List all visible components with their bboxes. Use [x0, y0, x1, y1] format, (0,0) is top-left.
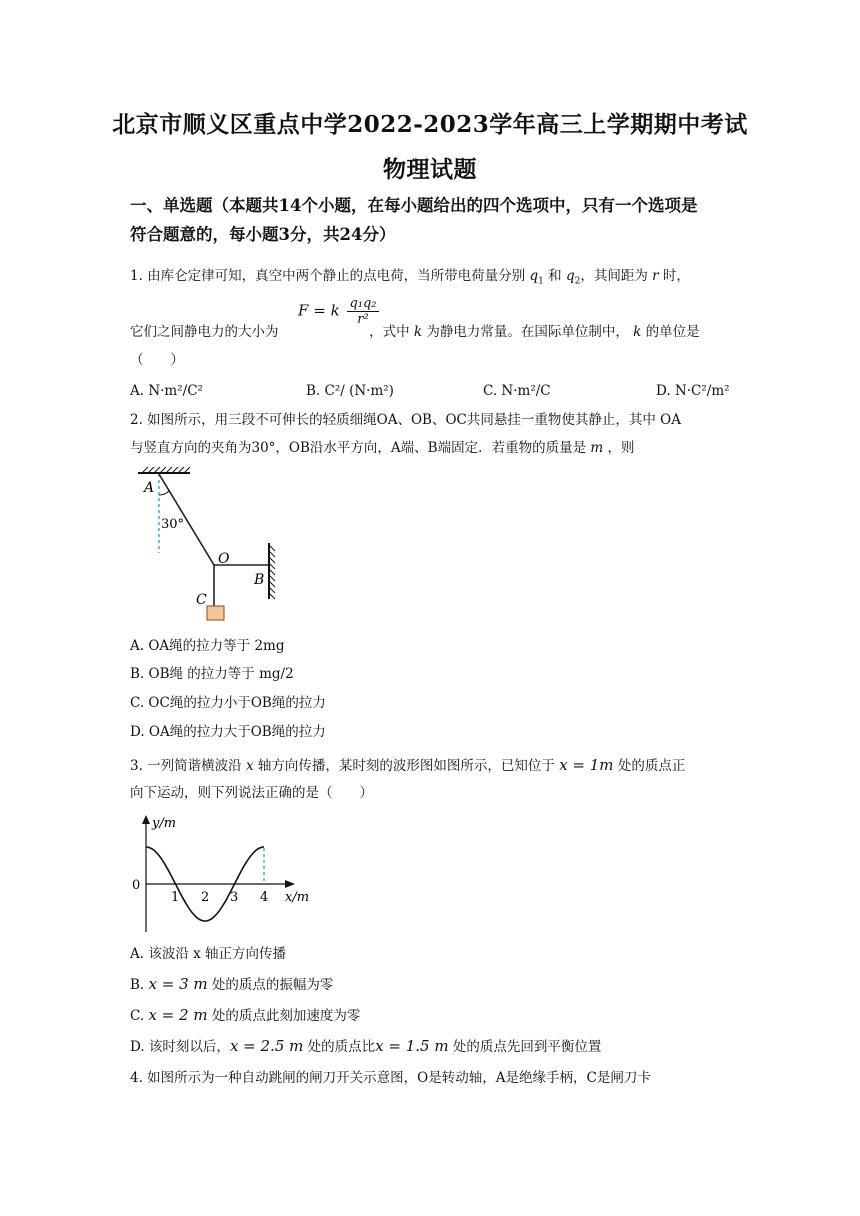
- q1-symbol-k2: k: [633, 324, 642, 340]
- q1-sub-1: 1: [538, 276, 544, 287]
- label-point-a: A: [144, 480, 155, 496]
- q3-text-a: 3. 一列简谐横波沿: [130, 758, 242, 774]
- origin-label: 0: [132, 878, 141, 893]
- q1-symbol-q2: q: [565, 268, 575, 284]
- q3-option-b-equation: x = 3 m: [148, 975, 208, 993]
- q2-option-a: A. OA绳的拉力等于 2mg: [130, 638, 285, 654]
- q1-option-c: C. N·m²/C: [483, 383, 551, 399]
- q3-line2: 向下运动，则下列说法正确的是（ ）: [130, 785, 373, 801]
- q3-option-d-middle: 处的质点比: [303, 1039, 376, 1055]
- q3-option-c-prefix: C.: [130, 1008, 149, 1024]
- q3-text-c: 处的质点正: [617, 758, 686, 774]
- q2-option-d: D. OA绳的拉力大于OB绳的拉力: [130, 724, 326, 740]
- formula-k: k: [330, 301, 340, 320]
- q1-text-a: 1. 由库仑定律可知，真空中两个静止的点电荷，当所带电荷量分别: [130, 268, 526, 284]
- label-point-c: C: [196, 592, 207, 608]
- formula-denominator: r²: [357, 312, 369, 327]
- q2-text-l2a: 与竖直方向的夹角为30°，OB沿水平方向，A端、B端固定．若重物的质量是: [130, 440, 587, 456]
- tick-label-4: 4: [260, 890, 269, 905]
- q1-option-b: B. C²/ (N·m²): [306, 383, 394, 399]
- q3-option-d: [130, 1036, 601, 1057]
- q1-text-l2b: ，式中: [369, 324, 410, 340]
- q3-option-d-prefix: D. 该时刻以后，: [130, 1039, 230, 1055]
- exam-title-line2: 物理试题: [383, 156, 477, 183]
- q1-line3: （ ）: [130, 352, 184, 368]
- q1-text-l2c: 为静电力常量。在国际单位制中，: [426, 324, 629, 340]
- q1-symbol-k: k: [413, 324, 423, 340]
- q2-rope-figure: [130, 465, 290, 635]
- q3-symbol-x: x: [245, 758, 254, 774]
- q3-line1: [130, 755, 685, 776]
- y-axis-arrow: [142, 815, 150, 824]
- section-heading-line2: 符合题意的，每小题3分，共24分）: [130, 225, 396, 244]
- q2-symbol-m: m: [590, 440, 604, 456]
- exam-title-line1: 北京市顺义区重点中学2022-2023学年高三上学期期中考试: [112, 111, 748, 138]
- section-heading: [130, 193, 740, 247]
- q3-text-b: 轴方向传播，某时刻的波形图如图所示，已知位于: [257, 758, 555, 774]
- q3-equation-x1: x = 1m: [559, 756, 614, 774]
- q3-wave-figure: [130, 812, 315, 937]
- q1-text-l2a: 它们之间静电力的大小为: [130, 324, 279, 340]
- q3-option-b: [130, 974, 333, 995]
- label-point-o: O: [218, 551, 230, 567]
- formula-numerator: q₁q₂: [349, 296, 377, 311]
- angle-arc: [159, 491, 169, 495]
- q1-line1: [130, 266, 690, 286]
- q1-option-d: D. N·C²/m²: [656, 383, 730, 399]
- tick-label-1: 1: [171, 890, 180, 905]
- q1-text-and: 和: [548, 268, 562, 284]
- q3-option-d-equation1: x = 2.5 m: [229, 1037, 304, 1055]
- formula-equals: =: [313, 301, 326, 320]
- q3-option-c-text: 处的质点此刻加速度为零: [207, 1008, 361, 1024]
- label-angle-30: 30°: [161, 517, 185, 532]
- q1-text-c: 时，: [662, 268, 690, 284]
- q1-symbol-r: r: [652, 268, 659, 284]
- q4-line1: 4. 如图所示为一种自动跳闸的闸刀开关示意图，O是转动轴，A是绝缘手柄，C是闸刀卡: [130, 1070, 651, 1086]
- q1-option-a: A. N·m²/C²: [130, 383, 203, 399]
- label-point-b: B: [254, 572, 265, 588]
- tick-label-2: 2: [201, 890, 210, 905]
- q3-option-c-equation: x = 2 m: [148, 1006, 208, 1024]
- q1-text-b: ，其间距为: [580, 268, 648, 284]
- q2-option-c: C. OC绳的拉力小于OB绳的拉力: [130, 695, 326, 711]
- q3-option-b-prefix: B.: [130, 977, 149, 993]
- q1-sub-2: 2: [574, 276, 581, 287]
- y-axis-label: y/m: [152, 816, 177, 831]
- q2-text-l2b: ，则: [607, 440, 635, 456]
- q2-line2: [130, 438, 635, 458]
- q3-option-a: A. 该波沿 x 轴正方向传播: [130, 946, 287, 962]
- hanging-weight: [207, 606, 224, 620]
- q3-option-c: [130, 1005, 360, 1026]
- q2-line1: 2. 如图所示，用三段不可伸长的轻质细绳OA、OB、OC共同悬挂一重物使其静止，其中 OA: [130, 412, 681, 428]
- x-axis-label: x/m: [285, 890, 310, 905]
- formula-F: F: [298, 301, 309, 320]
- q1-symbol-q1: q: [529, 268, 539, 284]
- x-axis-arrow: [285, 880, 295, 888]
- q2-option-b: B. OB绳 的拉力等于 mg/2: [130, 666, 294, 682]
- q1-text-l2d: 的单位是: [645, 324, 700, 340]
- section-heading-line1: 一、单选题（本题共14个小题，在每小题给出的四个选项中，只有一个选项是: [130, 196, 698, 215]
- q3-option-b-text: 处的质点的振幅为零: [207, 977, 334, 993]
- q3-option-d-text: 处的质点先回到平衡位置: [448, 1039, 602, 1055]
- tick-label-3: 3: [230, 890, 239, 905]
- q1-line2: [130, 322, 700, 342]
- q3-option-d-equation2: x = 1.5 m: [375, 1037, 449, 1055]
